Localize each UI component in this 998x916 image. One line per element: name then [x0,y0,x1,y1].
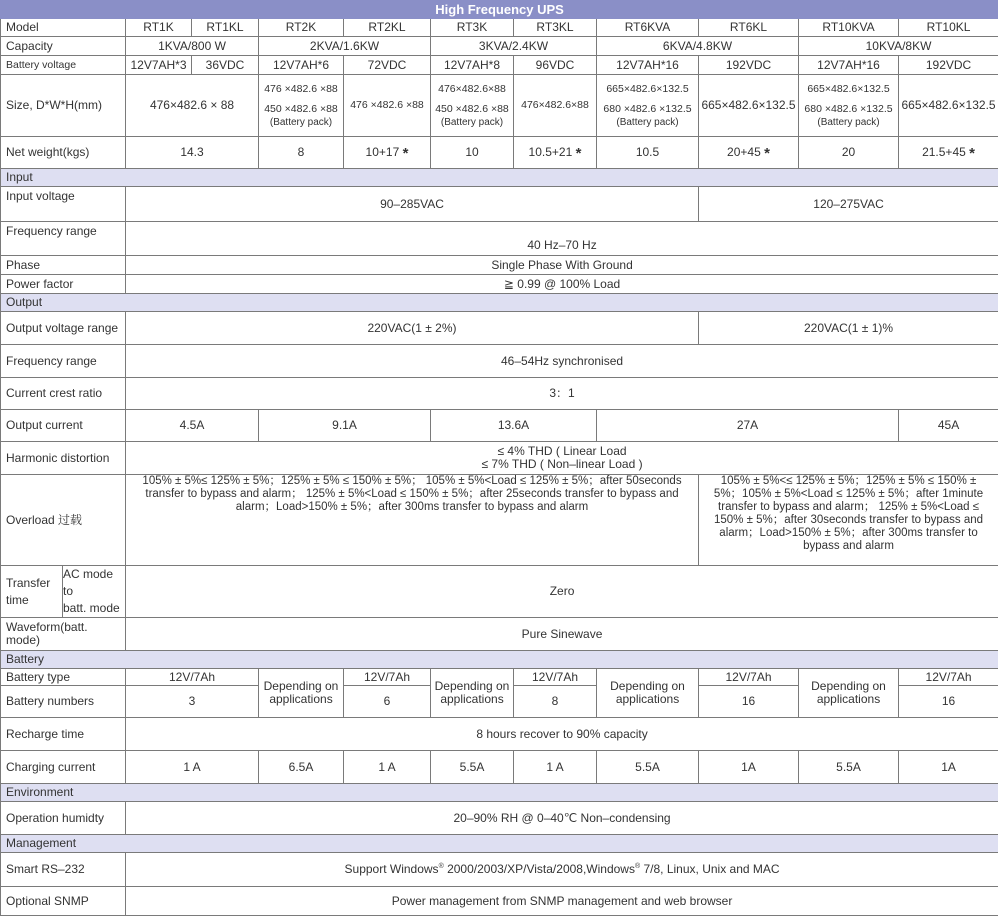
model-cell: RT6KL [699,19,799,37]
battery-voltage-cell: 96VDC [514,56,597,75]
registered-mark: ® [634,863,641,870]
net-weight-cell [344,137,431,169]
waveform-value: Pure Sinewave [126,618,998,651]
table-title-row [1,1,998,19]
model-cell: RT2KL [344,19,431,37]
crest-ratio-value: 3：1 [126,378,998,410]
crest-ratio-label: Current crest ratio [1,378,126,410]
battery-type-label: Battery type [1,669,126,686]
harmonic-label: Harmonic distortion [1,442,126,475]
model-cell: RT3KL [514,19,597,37]
size-cell-with-pack [259,75,344,137]
size-cell-with-pack [597,75,699,137]
input-frequency-label: Frequency range [1,222,126,256]
size-cell: 665×482.6×132.5 [699,75,799,137]
capacity-cell: 1KVA/800 W [126,37,259,56]
capacity-row [1,37,998,56]
net-weight-value: 10.5+21 [528,144,573,159]
size-unit: 665×482.6×132.5 [606,82,689,95]
size-label: Size, D*W*H(mm) [1,75,126,137]
battery-number-cell: 3 [126,686,259,718]
transfer-sub-line: batt. mode [63,601,120,615]
model-cell: RT10KL [899,19,998,37]
output-current-label: Output current [1,410,126,442]
net-weight-cell [699,137,799,169]
transfer-label-line: time [6,592,29,607]
battery-voltage-row [1,56,998,75]
battery-voltage-cell: 12V7AH*16 [597,56,699,75]
charging-current-cell: 1 A [344,751,431,784]
output-frequency-row [1,345,998,378]
net-weight-value: 21.5+45 [922,144,966,159]
rs232-text: 7/8, Linux, Unix and MAC [640,862,780,876]
phase-row [1,256,998,275]
charging-current-cell: 5.5A [431,751,514,784]
model-cell: RT3K [431,19,514,37]
phase-label: Phase [1,256,126,275]
section-title: Output [1,294,998,312]
model-cell: RT1KL [192,19,259,37]
battery-voltage-cell: 12V7AH*6 [259,56,344,75]
capacity-cell: 2KVA/1.6KW [259,37,431,56]
input-frequency-value: 40 Hz–70 Hz [126,222,998,256]
size-pack: 450 ×482.6 ×88 [264,102,338,115]
rs232-label: Smart RS–232 [1,853,126,887]
section-output [1,294,998,312]
size-cell: 476×482.6×88 [514,75,597,137]
power-factor-row [1,275,998,294]
input-voltage-value: 120–275VAC [699,187,998,222]
rs232-row [1,853,998,887]
charging-current-cell: 6.5A [259,751,344,784]
overload-value: 105% ± 5%≤ 125% ± 5%；125% ± 5% ≤ 150% ± 5%； 105% ± 5%<Load ≤ 125% ± 5%；after 50seconds transfer to bypass and alarm； 125% ± 5%<Load ≤ 150% ± 5%；after 25seconds transfer to bypass and alarm；Load>150% ± 5%；after 300ms transfer to bypass and alarm [126,475,699,566]
section-title: Input [1,169,998,187]
capacity-cell: 3KVA/2.4KW [431,37,597,56]
capacity-label: Capacity [1,37,126,56]
section-title: Battery [1,651,998,669]
charging-current-cell: 1A [699,751,799,784]
battery-voltage-cell: 12V7AH*16 [799,56,899,75]
net-weight-cell: 10 [431,137,514,169]
output-current-cell: 4.5A [126,410,259,442]
battery-pack-note: (Battery pack) [440,116,504,128]
depending-cell: Depending on applications [431,669,514,718]
snmp-row [1,887,998,916]
charging-current-label: Charging current [1,751,126,784]
humidity-value: 20–90% RH @ 0–40℃ Non–condensing [126,802,998,835]
section-environment [1,784,998,802]
harmonic-value [126,442,998,475]
output-current-cell: 13.6A [431,410,597,442]
size-pack: 680 ×482.6 ×132.5 [804,102,893,115]
waveform-label: Waveform(batt. mode) [1,618,126,651]
charging-current-cell: 1A [899,751,998,784]
rs232-text: Support Windows [344,862,439,876]
output-current-cell: 27A [597,410,899,442]
overload-value: 105% ± 5%<≤ 125% ± 5%；125% ± 5% ≤ 150% ± 5%；105% ± 5%<Load ≤ 125% ± 5%；after 1minute transfer to bypass and alarm； 125% ± 5%<Load ≤ 150% ± 5%；after 30seconds transfer to bypass and alarm；Load>150% ± 5%；after 300ms transfer to bypass and alarm [699,475,998,566]
output-frequency-value: 46–54Hz synchronised [126,345,998,378]
output-voltage-row [1,312,998,345]
net-weight-value: 20+45 [727,144,761,159]
thd-nonlinear: ≤ 7% THD ( Non–linear Load ) [481,457,643,471]
input-voltage-row [1,187,998,222]
overload-label: Overload 过载 [1,475,126,566]
size-unit: 476 ×482.6 ×88 [264,82,338,95]
waveform-row [1,618,998,651]
input-voltage-label: Input voltage [1,187,126,222]
net-weight-label: Net weight(kgs) [1,137,126,169]
size-cell-with-pack [431,75,514,137]
charging-current-cell: 5.5A [799,751,899,784]
overload-row [1,475,998,566]
recharge-value: 8 hours recover to 90% capacity [126,718,998,751]
output-voltage-label: Output voltage range [1,312,126,345]
capacity-cell: 10KVA/8KW [799,37,998,56]
battery-pack-note: (Battery pack) [269,116,333,128]
charging-current-row [1,751,998,784]
battery-voltage-cell: 12V7AH*8 [431,56,514,75]
transfer-mode-label [63,566,126,618]
battery-type-cell: 12V/7Ah [699,669,799,686]
battery-pack-note: (Battery pack) [616,116,679,128]
battery-number-cell: 16 [899,686,998,718]
net-weight-row [1,137,998,169]
size-pack: 450 ×482.6 ×88 [435,102,509,115]
transfer-time-label [1,566,63,618]
battery-voltage-cell: 192VDC [699,56,799,75]
transfer-time-value: Zero [126,566,998,618]
battery-numbers-label: Battery numbers [1,686,126,718]
battery-number-cell: 16 [699,686,799,718]
input-voltage-value: 90–285VAC [126,187,699,222]
charging-current-cell: 1 A [126,751,259,784]
size-row [1,75,998,137]
net-weight-cell: 8 [259,137,344,169]
net-weight-value: 10+17 [365,144,400,159]
snmp-value: Power management from SNMP management and web browser [126,887,998,916]
depending-cell: Depending on applications [597,669,699,718]
transfer-time-row [1,566,998,618]
humidity-row [1,802,998,835]
section-title: Environment [1,784,998,802]
size-unit: 665×482.6×132.5 [807,82,890,95]
net-weight-cell [514,137,597,169]
output-frequency-label: Frequency range [1,345,126,378]
model-row [1,19,998,37]
model-cell: RT6KVA [597,19,699,37]
model-cell: RT2K [259,19,344,37]
battery-voltage-label: Battery voltage [1,56,126,75]
recharge-row [1,718,998,751]
charging-current-cell: 1 A [514,751,597,784]
power-factor-value: ≧ 0.99 @ 100% Load [126,275,998,294]
section-management [1,835,998,853]
model-cell: RT10KVA [799,19,899,37]
charging-current-cell: 5.5A [597,751,699,784]
battery-type-cell: 12V/7Ah [126,669,259,686]
size-pack: 680 ×482.6 ×132.5 [603,102,692,115]
battery-voltage-cell: 36VDC [192,56,259,75]
battery-voltage-cell: 72VDC [344,56,431,75]
output-current-cell: 45A [899,410,998,442]
asterisk-mark: * [402,144,409,162]
section-title: Management [1,835,998,853]
snmp-label: Optional SNMP [1,887,126,916]
rs232-value [126,853,998,887]
phase-value: Single Phase With Ground [126,256,998,275]
battery-voltage-cell: 192VDC [899,56,998,75]
output-current-row [1,410,998,442]
size-cell: 665×482.6×132.5 [899,75,998,137]
asterisk-mark: * [969,144,975,162]
battery-type-cell: 12V/7Ah [514,669,597,686]
battery-type-cell: 12V/7Ah [344,669,431,686]
battery-pack-note: (Battery pack) [817,116,880,128]
capacity-cell: 6KVA/4.8KW [597,37,799,56]
battery-voltage-cell: 12V7AH*3 [126,56,192,75]
crest-ratio-row [1,378,998,410]
input-frequency-row [1,222,998,256]
net-weight-cell: 14.3 [126,137,259,169]
size-unit: 476×482.6×88 [438,82,506,95]
size-cell: 476 ×482.6 ×88 [344,75,431,137]
transfer-sub-line: AC mode to [63,567,114,598]
depending-cell: Depending on applications [259,669,344,718]
output-voltage-value: 220VAC(1 ± 2%) [126,312,699,345]
battery-type-row [1,669,998,686]
model-label: Model [1,19,126,37]
registered-mark: ® [438,863,444,870]
power-factor-label: Power factor [1,275,126,294]
recharge-label: Recharge time [1,718,126,751]
transfer-label-line: Transfer [6,575,51,590]
asterisk-mark: * [764,144,770,162]
battery-number-cell: 8 [514,686,597,718]
section-input [1,169,998,187]
table-title: High Frequency UPS [1,1,998,19]
size-cell: 476×482.6 × 88 [126,75,259,137]
battery-type-cell: 12V/7Ah [899,669,998,686]
rs232-text: 2000/2003/XP/Vista/2008,Windows [443,862,635,876]
net-weight-cell: 10.5 [597,137,699,169]
net-weight-cell [899,137,998,169]
section-battery [1,651,998,669]
battery-number-cell: 6 [344,686,431,718]
model-cell: RT1K [126,19,192,37]
output-voltage-value: 220VAC(1 ± 1)% [699,312,998,345]
humidity-label: Operation humidty [1,802,126,835]
asterisk-mark: * [575,144,582,162]
size-cell-with-pack [799,75,899,137]
thd-linear: ≤ 4% THD ( Linear Load [497,444,627,458]
net-weight-cell: 20 [799,137,899,169]
depending-cell: Depending on applications [799,669,899,718]
harmonic-row [1,442,998,475]
output-current-cell: 9.1A [259,410,431,442]
